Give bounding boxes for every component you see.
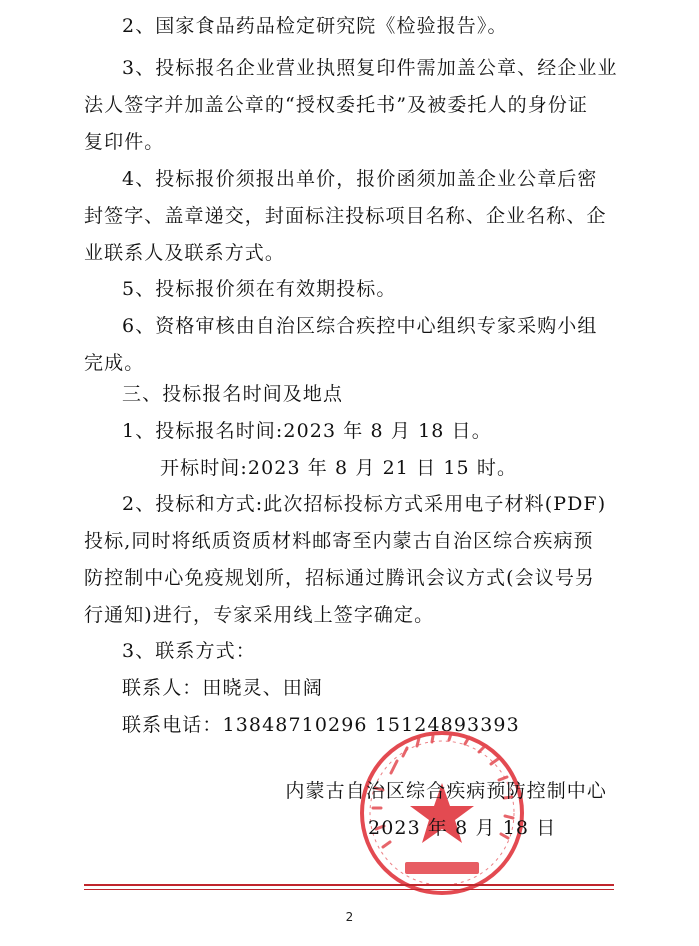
registration-time: 1、投标报名时间:2023 年 8 月 18 日。 bbox=[122, 420, 492, 442]
contact-person: 联系人：田晓灵、田阔 bbox=[122, 677, 324, 699]
item-2-test-report: 2、国家食品药品检定研究院《检验报告》。 bbox=[122, 15, 508, 37]
footer-rule-thick bbox=[84, 884, 614, 886]
page-number: 2 bbox=[345, 910, 354, 924]
opening-time: 开标时间:2023 年 8 月 21 日 15 时。 bbox=[160, 457, 518, 479]
item-3-line-3: 复印件。 bbox=[84, 131, 165, 153]
item-3-line-2: 法人签字并加盖公章的“授权委托书”及被委托人的身份证 bbox=[84, 94, 589, 116]
item-6-line-1: 6、资格审核由自治区综合疾控中心组织专家采购小组 bbox=[122, 315, 598, 337]
bid-method-line-1: 2、投标和方式:此次招标投标方式采用电子材料(PDF) bbox=[122, 493, 607, 515]
item-4-line-1: 4、投标报价须报出单价，报价函须加盖企业公章后密 bbox=[122, 168, 598, 190]
item-4-line-2: 封签字、盖章递交，封面标注投标项目名称、企业名称、企 bbox=[84, 205, 607, 227]
footer-rule-thin bbox=[84, 889, 614, 890]
bid-method-line-2: 投标,同时将纸质资质材料邮寄至内蒙古自治区综合疾病预 bbox=[84, 530, 594, 552]
contact-phone: 联系电话：13848710296 15124893393 bbox=[122, 714, 520, 736]
item-5-line: 5、投标报价须在有效期投标。 bbox=[122, 278, 397, 300]
official-seal-stamp bbox=[357, 728, 527, 898]
item-3-line-1: 3、投标报名企业营业执照复印件需加盖公章、经企业业 bbox=[122, 57, 618, 79]
contact-heading: 3、联系方式： bbox=[122, 640, 256, 662]
section-3-heading: 三、投标报名时间及地点 bbox=[122, 383, 344, 405]
item-6-line-2: 完成。 bbox=[84, 352, 145, 374]
issue-date: 2023 年 8 月 18 日 bbox=[368, 817, 557, 839]
item-4-line-3: 业联系人及联系方式。 bbox=[84, 242, 286, 264]
issuing-organization: 内蒙古自治区综合疾病预防控制中心 bbox=[285, 780, 607, 802]
bid-method-line-4: 行通知)进行，专家采用线上签字确定。 bbox=[84, 604, 435, 626]
bid-method-line-3: 防控制中心免疫规划所，招标通过腾讯会议方式(会议号另 bbox=[84, 567, 596, 589]
